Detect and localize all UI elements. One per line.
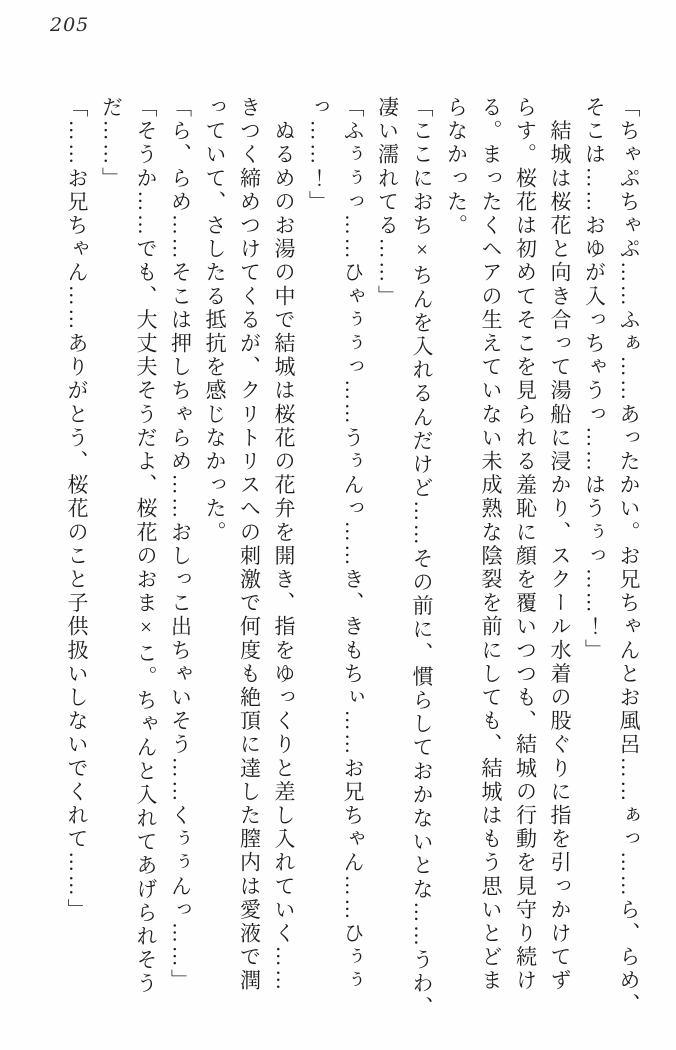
text-column-9: 「ふぅぅっ……ひゃぅぅっ……うぅんっ……き、きもちぃ……お兄ちゃん……ひぅぅ xyxy=(341,96,365,993)
text-column-6: らなかった。 xyxy=(444,96,469,238)
text-column-2: そこは……おゆが入っちゃうっ……はうぅっ……！」 xyxy=(582,96,607,663)
page-text-body xyxy=(60,96,647,1044)
text-column-17: 「……お兄ちゃん……ありがとう、桜花のこと子供扱いしないでくれて……」 xyxy=(65,96,89,922)
text-column-3: 結城は桜花と向き合って湯船に浸かり、スクール水着の股ぐりに指を引っかけてず xyxy=(548,96,572,993)
text-column-8: 凄い濡れてる……」 xyxy=(375,96,400,309)
text-column-5: る。まったくヘアの生えていない未成熟な陰裂を前にしても、結城はもう思いとどま xyxy=(479,96,503,993)
text-column-1: 「ちゃぷちゃぷ……ふぁ……あったかい。お兄ちゃんとお風呂……ぁっ……ら、らめ、 xyxy=(617,96,641,1017)
text-column-7: 「ここにおち×ちんを入れるんだけど……その前に、慣らしておかないとな……うわ、 xyxy=(410,96,434,1020)
page-number: 205 xyxy=(50,14,90,36)
text-column-10: っ……！」 xyxy=(306,96,331,214)
text-column-15: 「そうか……でも、大丈夫そうだよ、桜花のおま×こ。ちゃんと入れてあげられそう xyxy=(134,96,158,996)
text-column-12: きつく締めつけてくるが、クリトリスへの刺激で何度も絶頂に達した膣内は愛液で潤 xyxy=(237,96,262,993)
text-column-4: らす。桜花は初めてそこを見られる羞恥に顔を覆いつつも、結城の行動を見守り続け xyxy=(513,96,538,993)
text-column-13: っていて、さしたる抵抗を感じなかった。 xyxy=(203,96,227,545)
text-column-14: 「ら、らめ……そこは押しちゃらめ……おしっこ出ちゃいそう……くぅぅんっ……」 xyxy=(168,96,193,993)
text-column-16: だ……」 xyxy=(99,96,124,191)
text-column-11: ぬるめのお湯の中で結城は桜花の花弁を開き、指をゆっくりと差し入れていく…… xyxy=(272,96,296,993)
